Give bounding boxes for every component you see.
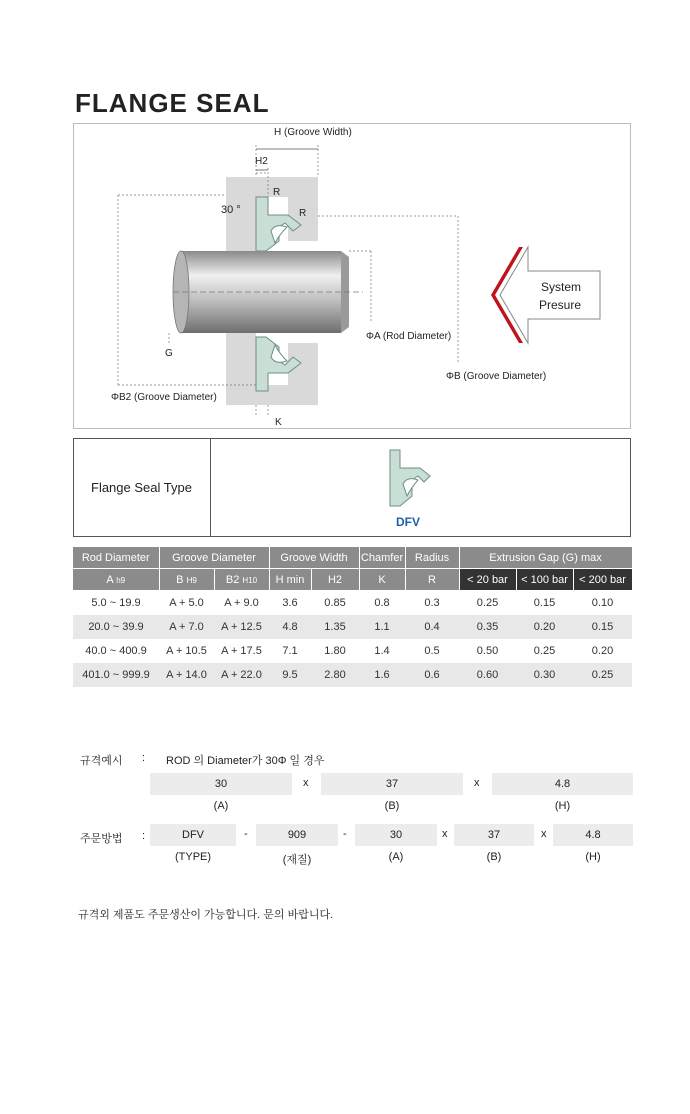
header-groove-diameter: Groove Diameter	[159, 547, 269, 569]
subheader-r: R	[405, 569, 459, 591]
flange-seal-diagram	[73, 123, 631, 429]
order-sep-4: x	[541, 828, 547, 840]
table-row	[73, 663, 632, 687]
table-cell: 0.15	[573, 615, 632, 639]
table-cell: 0.30	[516, 663, 573, 687]
subheader-h2: H2	[311, 569, 359, 591]
g-label: G	[165, 348, 173, 359]
table-cell: A + 14.0	[159, 663, 214, 687]
order-caption-h: (H)	[585, 851, 601, 863]
header-chamfer: Chamfer	[359, 547, 405, 569]
system-label-line2: Presure	[539, 298, 582, 312]
dfv-seal-icon	[386, 448, 436, 510]
order-caption-type: (TYPE)	[174, 851, 212, 863]
example-sep-1: x	[303, 777, 309, 789]
table-cell: 0.10	[591, 597, 614, 609]
subheader-h-min: H min	[269, 569, 311, 591]
order-colon: :	[142, 830, 146, 842]
example-value-a: 30	[150, 773, 292, 795]
subheader-200bar: < 200 bar	[573, 569, 632, 591]
table-row	[73, 591, 632, 616]
example-colon: :	[142, 752, 146, 764]
example-sep-2: x	[474, 777, 480, 789]
subheader-b: B H9	[159, 569, 214, 591]
example-caption-b: (B)	[384, 800, 400, 812]
order-value-type: DFV	[150, 824, 236, 846]
table-cell: A + 10.5	[166, 645, 207, 657]
table-cell: 1.4	[374, 645, 390, 657]
order-value-b: 37	[454, 824, 534, 846]
subheader-a: A h9	[73, 569, 159, 591]
table-cell: 0.25	[573, 663, 632, 687]
subheader-100bar: < 100 bar	[516, 569, 573, 591]
header-groove-width: Groove Width	[269, 547, 359, 569]
order-caption-b: (B)	[486, 851, 502, 863]
table-cell: A + 22.0	[214, 663, 269, 687]
table-cell: 40.0 ~ 400.9	[85, 645, 147, 657]
table-cell: 0.85	[324, 597, 346, 609]
table-cell: 5.0 ~ 19.9	[91, 597, 141, 609]
subheader-k: K	[359, 569, 405, 591]
table-row	[73, 615, 632, 639]
subheader-20bar: < 20 bar	[459, 569, 516, 591]
footer-note: 규격외 제품도 주문생산이 가능합니다. 문의 바랍니다.	[78, 909, 334, 921]
r-top-label: R	[273, 187, 281, 198]
table-cell: A + 5.0	[169, 597, 204, 609]
header-radius: Radius	[405, 547, 459, 569]
table-cell: 0.3	[424, 597, 440, 609]
groove-width-label: H (Groove Width)	[274, 127, 352, 138]
groove-diameter-b-label: ΦB (Groove Diameter)	[446, 371, 547, 382]
order-sep-3: x	[442, 828, 448, 840]
table-cell: 3.6	[282, 597, 298, 609]
table-cell: A + 12.5	[214, 615, 269, 639]
order-value-material: 909	[256, 824, 338, 846]
order-caption-material: (재질)	[282, 854, 312, 866]
example-value-h: 4.8	[492, 773, 633, 795]
type-divider	[210, 438, 211, 537]
table-cell: 7.1	[282, 645, 298, 657]
order-label: 주문방법	[80, 833, 123, 845]
order-value-h: 4.8	[553, 824, 633, 846]
r-right-label: R	[299, 208, 307, 219]
rod	[173, 251, 363, 333]
table-cell: 0.20	[591, 645, 614, 657]
order-sep-2: -	[343, 828, 347, 840]
order-value-a: 30	[355, 824, 437, 846]
example-caption-a: (A)	[213, 800, 229, 812]
table-cell: 1.1	[359, 615, 405, 639]
table-cell: 9.5	[269, 663, 311, 687]
table-cell: 0.50	[476, 645, 499, 657]
table-cell: A + 9.0	[224, 597, 259, 609]
table-cell: 1.80	[324, 645, 346, 657]
spec-table	[73, 547, 633, 687]
table-cell: 0.6	[405, 663, 459, 687]
table-cell: A + 17.5	[221, 645, 262, 657]
table-cell: 0.20	[516, 615, 573, 639]
table-cell: 0.25	[476, 597, 499, 609]
order-caption-a: (A)	[388, 851, 404, 863]
k-label: K	[275, 417, 282, 428]
angle-label: 30 °	[221, 204, 241, 216]
header-rod-diameter: Rod Diameter	[73, 547, 159, 569]
system-pressure-arrow	[491, 247, 600, 343]
table-cell: 0.60	[459, 663, 516, 687]
table-cell: A + 7.0	[159, 615, 214, 639]
example-description: ROD 의 Diameter가 30Φ 일 경우	[166, 755, 325, 767]
groove-diameter-b2-label: ΦB2 (Groove Diameter)	[111, 392, 217, 403]
rod-diameter-label: ΦA (Rod Diameter)	[366, 331, 452, 342]
example-value-b: 37	[321, 773, 463, 795]
h2-label: H2	[255, 156, 268, 167]
table-cell: 0.5	[424, 645, 440, 657]
header-extrusion-gap: Extrusion Gap (G) max	[459, 547, 632, 569]
table-cell: 0.15	[533, 597, 556, 609]
table-cell: 0.25	[533, 645, 556, 657]
table-cell: 0.35	[459, 615, 516, 639]
table-cell: 401.0 ~ 999.9	[73, 663, 159, 687]
seal-type-label: Flange Seal Type	[91, 480, 192, 495]
seal-type-name: DFV	[396, 515, 420, 529]
table-cell: 1.35	[311, 615, 359, 639]
example-caption-h: (H)	[554, 800, 571, 812]
table-cell: 2.80	[311, 663, 359, 687]
subheader-b2: B2 H10	[214, 569, 269, 591]
table-row	[73, 639, 632, 663]
table-cell: 4.8	[269, 615, 311, 639]
table-cell: 0.4	[405, 615, 459, 639]
table-cell: 1.6	[359, 663, 405, 687]
example-label: 규격예시	[80, 755, 123, 767]
system-label-line1: System	[541, 280, 582, 294]
table-cell: 0.8	[374, 597, 390, 609]
table-cell: 20.0 ~ 39.9	[73, 615, 159, 639]
page-title: FLANGE SEAL	[75, 88, 270, 118]
order-sep-1: -	[244, 828, 248, 840]
